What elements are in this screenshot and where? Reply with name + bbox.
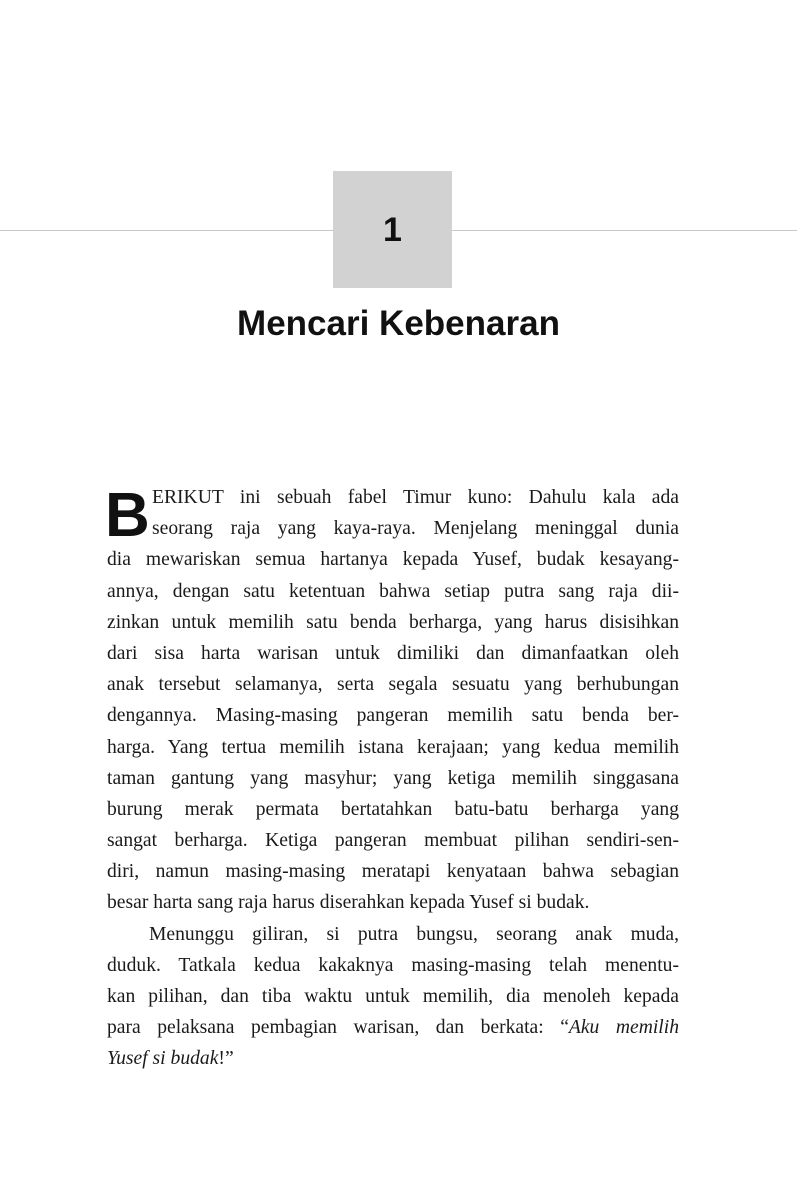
drop-cap: B bbox=[105, 481, 150, 550]
paragraph-1 bbox=[107, 482, 679, 919]
chapter-body-text bbox=[107, 482, 679, 1075]
text-line: seorang raja yang kaya-raya. Menjelang meninggal dunia bbox=[152, 518, 679, 540]
text-line: kan pilihan, dan tiba waktu untuk memilih, dia menoleh kepada bbox=[107, 986, 679, 1007]
chapter-title: Mencari Kebenaran bbox=[237, 304, 560, 343]
text-line: taman gantung yang masyhur; yang ketiga memilih singgasana bbox=[107, 767, 679, 789]
text-line: anak tersebut selamanya, serta segala sesuatu yang berhubungan bbox=[107, 674, 679, 696]
text-line: burung merak permata bertatahkan batu-batu berharga yang bbox=[107, 798, 679, 820]
text-line: dia mewariskan semua hartanya kepada Yusef, budak kesayang- bbox=[107, 549, 679, 571]
text-fragment: para pelaksana pembagian warisan, dan berkata: “ bbox=[107, 1017, 569, 1039]
chapter-number-box bbox=[333, 171, 452, 288]
chapter-number: 1 bbox=[383, 210, 402, 249]
text-line: ERIKUT ini sebuah fabel Timur kuno: Dahulu kala ada bbox=[152, 487, 679, 508]
italic-quote: Aku memilih bbox=[568, 1017, 679, 1039]
text-line: harga. Yang tertua memilih istana kerajaan; yang kedua memilih bbox=[107, 736, 679, 758]
text-line: Menunggu giliran, si putra bungsu, seorang anak muda, bbox=[149, 923, 679, 945]
text-line: duduk. Tatkala kedua kakaknya masing-masing telah menentu- bbox=[107, 954, 679, 976]
text-line bbox=[107, 1043, 679, 1074]
text-line bbox=[107, 1012, 679, 1043]
text-line: diri, namun masing-masing meratapi kenyataan bahwa sebagian bbox=[107, 861, 679, 883]
text-fragment: !” bbox=[218, 1048, 234, 1070]
text-line: zinkan untuk memilih satu benda berharga, yang harus disisihkan bbox=[107, 611, 679, 633]
text-line: dari sisa harta warisan untuk dimiliki dan dimanfaatkan oleh bbox=[107, 642, 679, 664]
text-line: besar harta sang raja harus diserahkan kepada Yusef si budak. bbox=[107, 892, 590, 914]
italic-quote: Yusef si budak bbox=[107, 1048, 219, 1070]
text-line: sangat berharga. Ketiga pangeran membuat pilihan sendiri-sen- bbox=[107, 830, 679, 852]
paragraph-2 bbox=[107, 919, 679, 1075]
text-line: dengannya. Masing-masing pangeran memilih satu benda ber- bbox=[107, 705, 679, 727]
text-line: annya, dengan satu ketentuan bahwa setiap putra sang raja dii- bbox=[107, 580, 679, 602]
